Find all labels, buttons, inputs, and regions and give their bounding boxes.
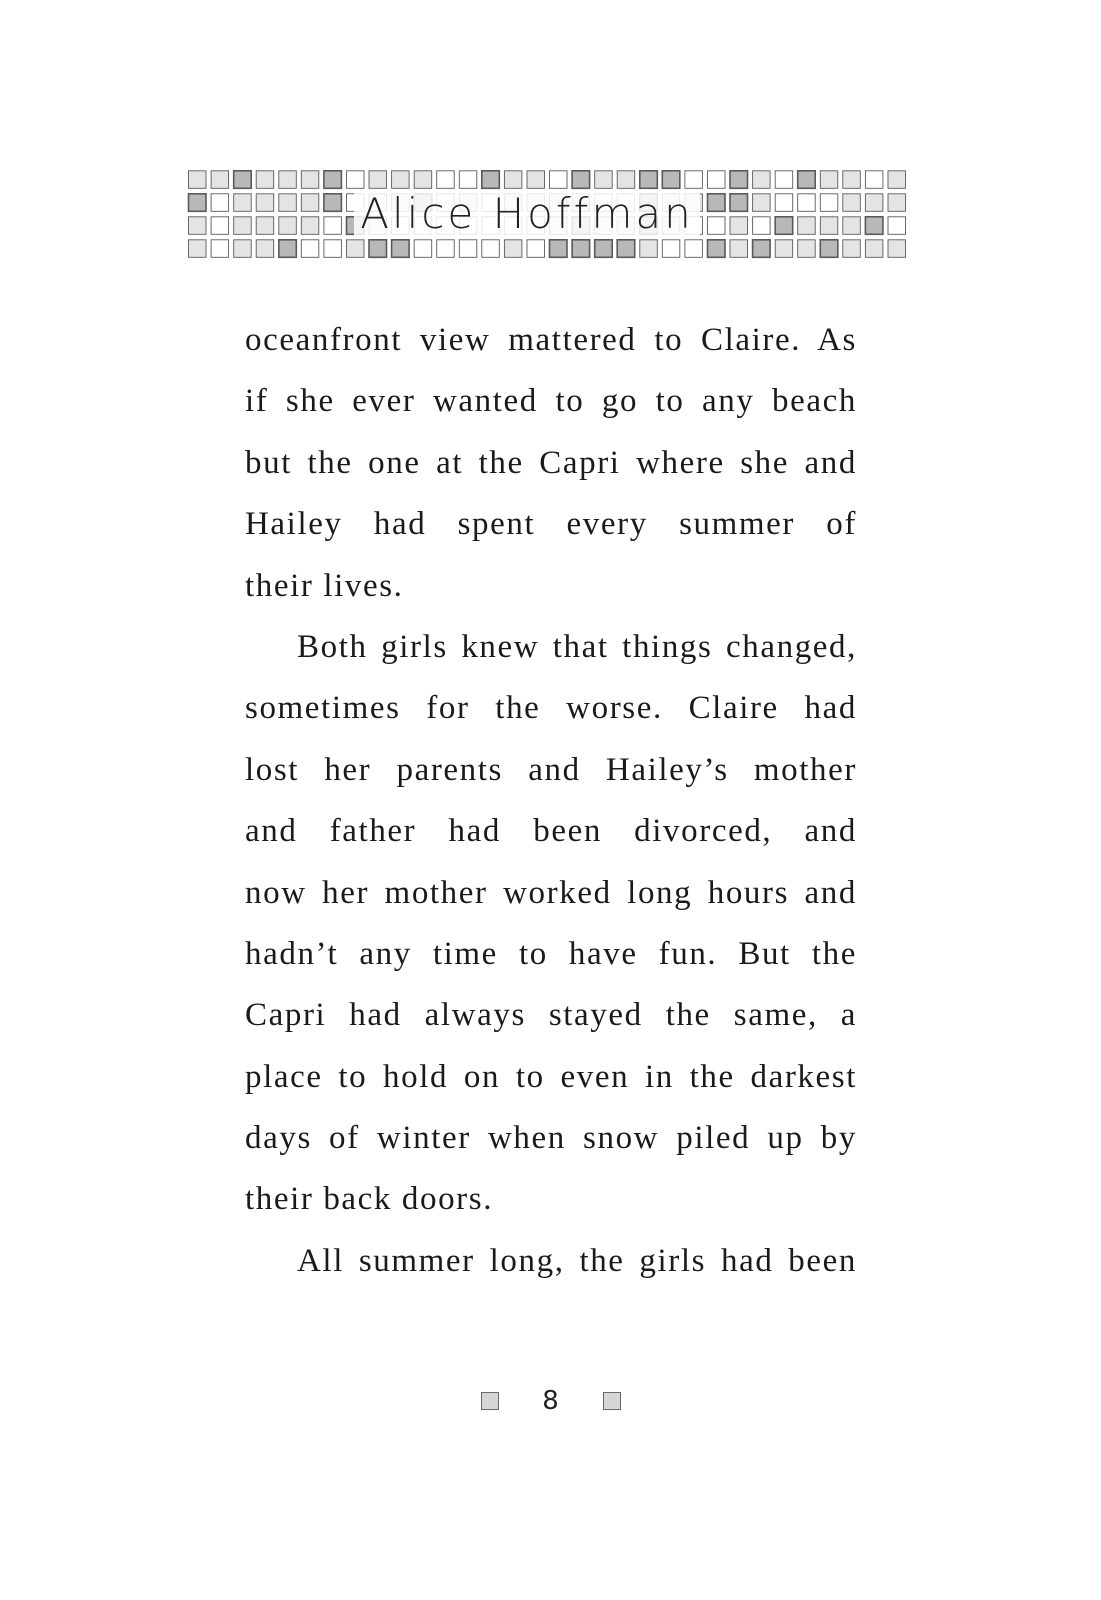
text-line: hadn’t any time to have fun. But the — [245, 935, 857, 972]
mosaic-tile — [708, 171, 726, 189]
mosaic-tile — [392, 194, 410, 212]
text-line: their back doors. — [245, 1181, 494, 1218]
text-line: now her mother worked long hours and — [245, 874, 857, 911]
mosaic-tile — [753, 240, 771, 257]
mosaic-tile — [414, 171, 432, 189]
mosaic-tile — [392, 217, 410, 235]
mosaic-tile — [662, 194, 680, 212]
mosaic-tile — [301, 171, 319, 189]
mosaic-tile — [685, 194, 703, 212]
mosaic-tile — [527, 171, 545, 189]
mosaic-tile — [459, 194, 477, 212]
mosaic-tile — [189, 171, 207, 189]
mosaic-tile — [798, 217, 816, 235]
mosaic-tile — [324, 240, 342, 257]
mosaic-tile — [865, 240, 883, 257]
mosaic-tile — [504, 217, 522, 235]
mosaic-tile — [685, 171, 703, 189]
mosaic-tile — [369, 171, 387, 189]
mosaic-tile — [595, 194, 613, 212]
mosaic-tile — [482, 171, 500, 189]
mosaic-tile — [369, 240, 387, 257]
mosaic-tile — [775, 171, 793, 189]
mosaic-tile — [820, 217, 838, 235]
mosaic-tile — [301, 194, 319, 212]
mosaic-tile — [527, 240, 545, 257]
mosaic-tile — [550, 217, 568, 235]
mosaic-tile — [730, 171, 748, 189]
mosaic-tile — [617, 194, 635, 212]
footer-ornament-right — [603, 1392, 621, 1410]
mosaic-tile — [798, 194, 816, 212]
text-line: sometimes for the worse. Claire had — [245, 690, 857, 727]
mosaic-tile — [459, 240, 477, 257]
mosaic-tile — [414, 240, 432, 257]
mosaic-tile — [279, 171, 297, 189]
mosaic-tile — [301, 217, 319, 235]
mosaic-tile — [256, 240, 274, 257]
mosaic-tile — [550, 240, 568, 257]
text-line: lost her parents and Hailey’s mother — [245, 751, 857, 788]
mosaic-tile — [347, 240, 365, 257]
text-line: Hailey had spent every summer of — [245, 506, 857, 543]
mosaic-tile — [437, 171, 455, 189]
mosaic-tile — [234, 217, 252, 235]
mosaic-tile — [730, 240, 748, 257]
mosaic-tile — [820, 240, 838, 257]
mosaic-tile — [572, 217, 590, 235]
text-line: days of winter when snow piled up by — [245, 1120, 857, 1157]
mosaic-tile — [324, 171, 342, 189]
mosaic-tile — [189, 194, 207, 212]
mosaic-tile — [572, 171, 590, 189]
mosaic-tile — [843, 171, 861, 189]
mosaic-tile — [708, 217, 726, 235]
mosaic-tile — [347, 171, 365, 189]
mosaic-tile — [324, 217, 342, 235]
mosaic-tile — [550, 171, 568, 189]
mosaic-tile — [617, 171, 635, 189]
mosaic-tile — [640, 240, 658, 257]
mosaic-tile — [843, 240, 861, 257]
mosaic-tile — [211, 240, 229, 257]
mosaic-tile — [414, 194, 432, 212]
mosaic-tile — [211, 194, 229, 212]
running-header-tile-band — [186, 168, 908, 260]
mosaic-tile — [234, 171, 252, 189]
mosaic-tile — [256, 171, 274, 189]
mosaic-tile — [708, 240, 726, 257]
mosaic-tile — [482, 240, 500, 257]
mosaic-tile — [369, 194, 387, 212]
mosaic-tile — [459, 171, 477, 189]
mosaic-tile — [482, 194, 500, 212]
mosaic-tile — [527, 194, 545, 212]
mosaic-tile — [843, 194, 861, 212]
footer-ornament-left — [481, 1392, 499, 1410]
mosaic-tile — [640, 217, 658, 235]
text-line: their lives. — [245, 567, 404, 604]
mosaic-tile — [550, 194, 568, 212]
mosaic-tile — [369, 217, 387, 235]
mosaic-tile — [685, 240, 703, 257]
mosaic-tile — [482, 217, 500, 235]
text-line: if she ever wanted to go to any beach — [245, 383, 857, 420]
mosaic-tile — [392, 240, 410, 257]
mosaic-tile — [662, 240, 680, 257]
mosaic-tile — [865, 217, 883, 235]
mosaic-tile — [888, 194, 906, 212]
text-line: but the one at the Capri where she and — [245, 444, 857, 481]
mosaic-tile — [662, 217, 680, 235]
page-number: 8 — [542, 1386, 559, 1416]
mosaic-tile — [685, 217, 703, 235]
mosaic-tile — [414, 217, 432, 235]
mosaic-tile — [234, 240, 252, 257]
mosaic-tile — [640, 194, 658, 212]
mosaic-tile — [775, 194, 793, 212]
mosaic-tile — [279, 217, 297, 235]
mosaic-tile — [595, 217, 613, 235]
mosaic-tile — [865, 194, 883, 212]
mosaic-tile — [392, 171, 410, 189]
mosaic-tile — [347, 217, 365, 235]
mosaic-tile — [234, 194, 252, 212]
mosaic-tile — [820, 171, 838, 189]
mosaic-tile — [504, 194, 522, 212]
text-line: oceanfront view mattered to Claire. As — [245, 322, 857, 358]
mosaic-tile — [753, 194, 771, 212]
mosaic-tile — [730, 217, 748, 235]
mosaic-tile — [843, 217, 861, 235]
mosaic-tile — [211, 217, 229, 235]
text-line: Both girls knew that things changed, — [297, 628, 857, 665]
running-header-author: Alice Hoffman — [354, 191, 699, 237]
mosaic-tile — [888, 240, 906, 257]
mosaic-tile — [753, 217, 771, 235]
mosaic-tile-border — [186, 168, 908, 260]
text-line: and father had been divorced, and — [245, 813, 857, 850]
mosaic-tile — [437, 194, 455, 212]
mosaic-tile — [504, 171, 522, 189]
mosaic-tile — [256, 217, 274, 235]
mosaic-tile — [324, 194, 342, 212]
mosaic-tile — [798, 171, 816, 189]
page-footer — [0, 1386, 1101, 1416]
mosaic-tile — [347, 194, 365, 212]
mosaic-tile — [595, 171, 613, 189]
mosaic-tile — [256, 194, 274, 212]
page-body-text — [245, 310, 857, 1292]
mosaic-tile — [888, 171, 906, 189]
mosaic-tile — [753, 171, 771, 189]
mosaic-tile — [279, 194, 297, 212]
mosaic-tile — [888, 217, 906, 235]
mosaic-tile — [595, 240, 613, 257]
mosaic-tile — [572, 240, 590, 257]
mosaic-tile — [459, 217, 477, 235]
mosaic-tile — [775, 217, 793, 235]
mosaic-tile — [189, 217, 207, 235]
mosaic-tile — [437, 217, 455, 235]
mosaic-tile — [211, 171, 229, 189]
text-line: All summer long, the girls had been — [297, 1242, 857, 1279]
mosaic-tile — [437, 240, 455, 257]
mosaic-tile — [798, 240, 816, 257]
mosaic-tile — [504, 240, 522, 257]
mosaic-tile — [572, 194, 590, 212]
mosaic-tile — [617, 217, 635, 235]
mosaic-tile — [662, 171, 680, 189]
text-line: place to hold on to even in the darkest — [245, 1058, 857, 1095]
mosaic-tile — [730, 194, 748, 212]
mosaic-tile — [617, 240, 635, 257]
text-line: Capri had always stayed the same, a — [245, 997, 857, 1034]
mosaic-tile — [189, 240, 207, 257]
mosaic-tile — [865, 171, 883, 189]
mosaic-tile — [775, 240, 793, 257]
mosaic-tile — [527, 217, 545, 235]
mosaic-tile — [640, 171, 658, 189]
mosaic-tile — [708, 194, 726, 212]
mosaic-tile — [279, 240, 297, 257]
mosaic-tile — [301, 240, 319, 257]
mosaic-tile — [820, 194, 838, 212]
